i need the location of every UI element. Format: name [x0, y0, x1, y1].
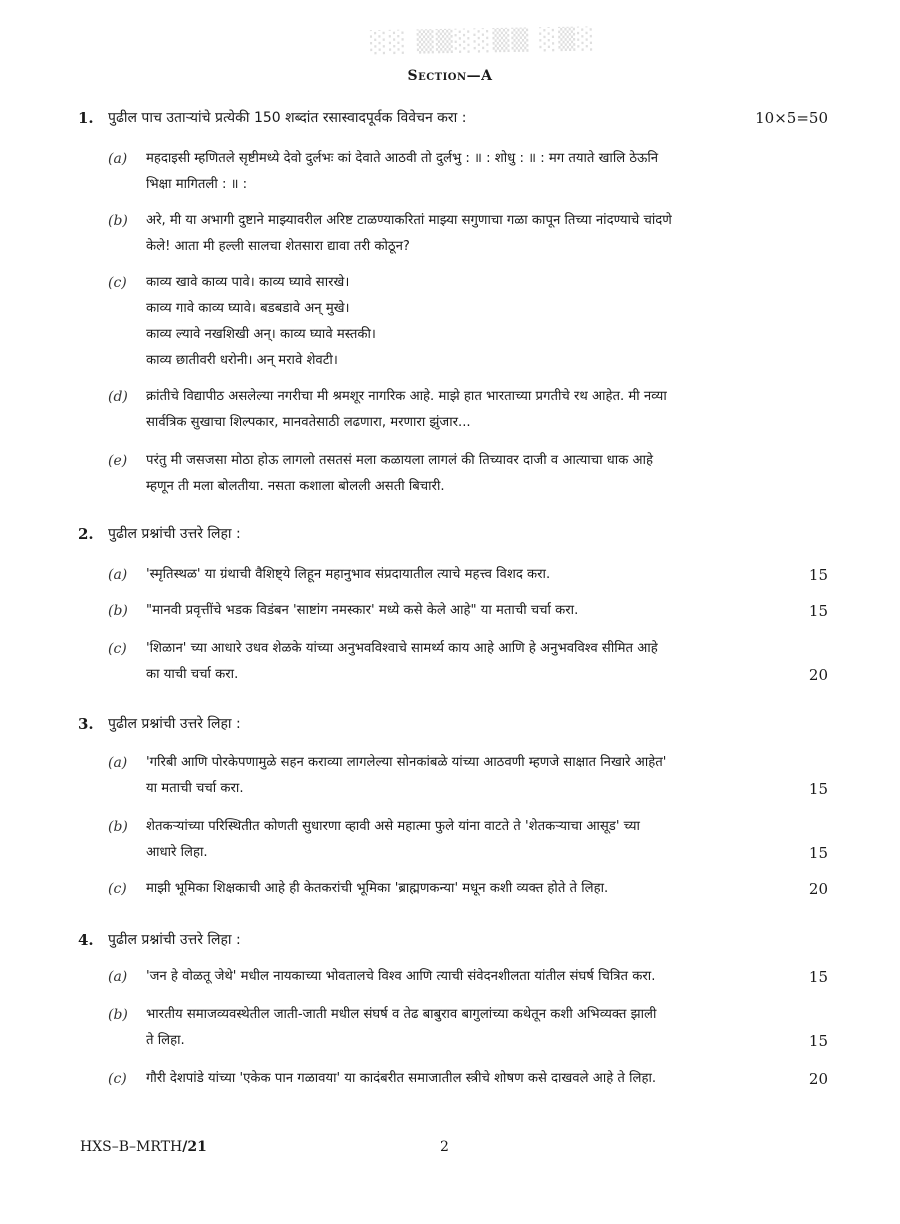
part-label: (c): [108, 881, 127, 897]
part-label: (a): [108, 151, 128, 167]
part-marks: 20: [808, 880, 828, 898]
part-marks: 15: [808, 602, 828, 620]
part-line: महदाइसी म्हणितले सृष्टीमध्ये देवो दुर्लभः कां देवाते आठवी तो दुर्लभु : ॥ : शोधु : ॥ : मग तयाते खालि ठेऊनि: [146, 151, 659, 166]
part-label: (a): [108, 567, 128, 583]
part-line: 'शिळान' च्या आधारे उधव शेळके यांच्या अनुभवविश्वाचे सामर्थ्य काय आहे आणि हे अनुभवविश्व सीमित आहे: [146, 641, 658, 656]
part-line: शेतकऱ्यांच्या परिस्थितीत कोणती सुधारणा व्हावी असे महात्मा फुले यांना वाटते ते 'शेतकऱ्याचा आसूड' च्या: [146, 819, 640, 834]
part-line: या मताची चर्चा करा.: [146, 781, 244, 796]
question-text: पुढील प्रश्नांची उत्तरे लिहा :: [108, 526, 241, 542]
paper-code-suffix: /21: [182, 1139, 207, 1155]
part-marks: 15: [808, 1032, 828, 1050]
part-line: 'गरिबी आणि पोरकेपणामुळे सहन कराव्या लागलेल्या सोनकांबळे यांच्या आठवणी म्हणजे साक्षात निखारे आहेत': [146, 755, 667, 770]
poem-line: काव्य ल्यावे नखशिखी अन्। काव्य घ्यावे मस्तकी।: [146, 327, 376, 342]
part-marks: 15: [808, 844, 828, 862]
part-line: केले! आता मी हल्ली सालचा शेतसारा द्यावा तरी कोठून?: [146, 239, 410, 254]
part-line: 'जन हे वोळतू जेथे' मधील नायकाच्या भोवतालचे विश्व आणि त्याची संवेदनशीलता यांतील संघर्ष चित्रित करा.: [146, 969, 656, 984]
part-marks: 15: [808, 968, 828, 986]
question-number: 1.: [78, 109, 94, 127]
part-label: (c): [108, 641, 127, 657]
part-label: (b): [108, 1007, 128, 1023]
part-label: (b): [108, 213, 128, 229]
part-label: (b): [108, 819, 128, 835]
part-line: अरे, मी या अभागी दुष्टाने माझ्यावरील अरिष्ट टाळण्याकरितां माझ्या सगुणाचा गळा कापून तिच्या नांदण्याचे चांदणे: [146, 213, 672, 228]
poem-line: काव्य छातीवरी धरोनी। अन् मरावे शेवटी।: [146, 353, 338, 368]
part-line: गौरी देशपांडे यांच्या 'एकेक पान गळावया' या कादंबरीत समाजातील स्त्रीचे शोषण कसे दाखवले आहे ते लिहा.: [146, 1071, 657, 1086]
part-marks: 20: [808, 666, 828, 684]
question-4: [78, 930, 828, 954]
part-line: परंतु मी जसजसा मोठा होऊ लागलो तसतसं मला कळायला लागलं की तिच्यावर दाजी व आत्याचा धाक आहे: [146, 453, 654, 468]
part-line: का याची चर्चा करा.: [146, 667, 239, 682]
part-line: ते लिहा.: [146, 1033, 185, 1048]
part-line: सार्वत्रिक सुखाचा शिल्पकार, मानवतेसाठी लढणारा, मरणारा झुंजार...: [146, 415, 471, 430]
part-label: (e): [108, 453, 128, 469]
part-line: क्रांतीचे विद्यापीठ असलेल्या नगरीचा मी श्रमशूर नागरिक आहे. माझे हात भारताच्या प्रगतीचे रथ आहेत. मी नव्या: [146, 389, 667, 404]
section-title: Section—A: [407, 68, 493, 84]
part-line: भिक्षा मागितली : ॥ :: [146, 177, 248, 192]
part-line: म्हणून ती मला बोलतीया. नसता कशाला बोलली असती बिचारी.: [146, 479, 445, 494]
part-label: (c): [108, 275, 127, 291]
question-3: [78, 714, 828, 738]
part-label: (d): [108, 389, 128, 405]
part-marks: 20: [808, 1070, 828, 1088]
part-label: (a): [108, 969, 128, 985]
question-number: 4.: [78, 931, 94, 949]
question-text: पुढील पाच उताऱ्यांचे प्रत्येकी 150 शब्दांत रसास्वादपूर्वक विवेचन करा :: [108, 110, 467, 126]
question-1: [78, 108, 828, 132]
faded-stamp: ░░ ▒▒░░▒▒ ░▒░: [369, 26, 597, 56]
part-label: (b): [108, 603, 128, 619]
part-marks: 15: [808, 566, 828, 584]
part-line: 'स्मृतिस्थळ' या ग्रंथाची वैशिष्ट्ये लिहून महानुभाव संप्रदायातील त्याचे महत्त्व विशद करा.: [146, 567, 551, 582]
question-text: पुढील प्रश्नांची उत्तरे लिहा :: [108, 716, 241, 732]
part-line: "मानवी प्रवृत्तींचे भडक विडंबन 'साष्टांग नमस्कार' मध्ये कसे केले आहे" या मताची चर्चा करा.: [146, 603, 579, 618]
question-text: पुढील प्रश्नांची उत्तरे लिहा :: [108, 932, 241, 948]
paper-code: [80, 1139, 207, 1155]
part-line: आधारे लिहा.: [146, 845, 208, 860]
part-label: (a): [108, 755, 128, 771]
part-line: भारतीय समाजव्यवस्थेतील जाती-जाती मधील संघर्ष व तेढ बाबुराव बागुलांच्या कथेतून कशी अभिव्यक्त झाली: [146, 1007, 657, 1022]
question-number: 2.: [78, 525, 94, 543]
part-label: (c): [108, 1071, 127, 1087]
poem-line: काव्य खावे काव्य पावे। काव्य घ्यावे सारखे।: [146, 275, 350, 290]
question-marks: 10×5=50: [755, 109, 828, 127]
question-number: 3.: [78, 715, 94, 733]
question-2: [78, 524, 828, 548]
poem-line: काव्य गावे काव्य घ्यावे। बडबडावे अन् मुखे।: [146, 301, 350, 316]
paper-code-prefix: HXS–B–MRTH: [80, 1139, 183, 1155]
page-number: 2: [440, 1139, 449, 1155]
part-line: माझी भूमिका शिक्षकाची आहे ही केतकरांची भूमिका 'ब्राह्मणकन्या' मधून कशी व्यक्त होते ते लिहा.: [146, 881, 609, 896]
part-marks: 15: [808, 780, 828, 798]
